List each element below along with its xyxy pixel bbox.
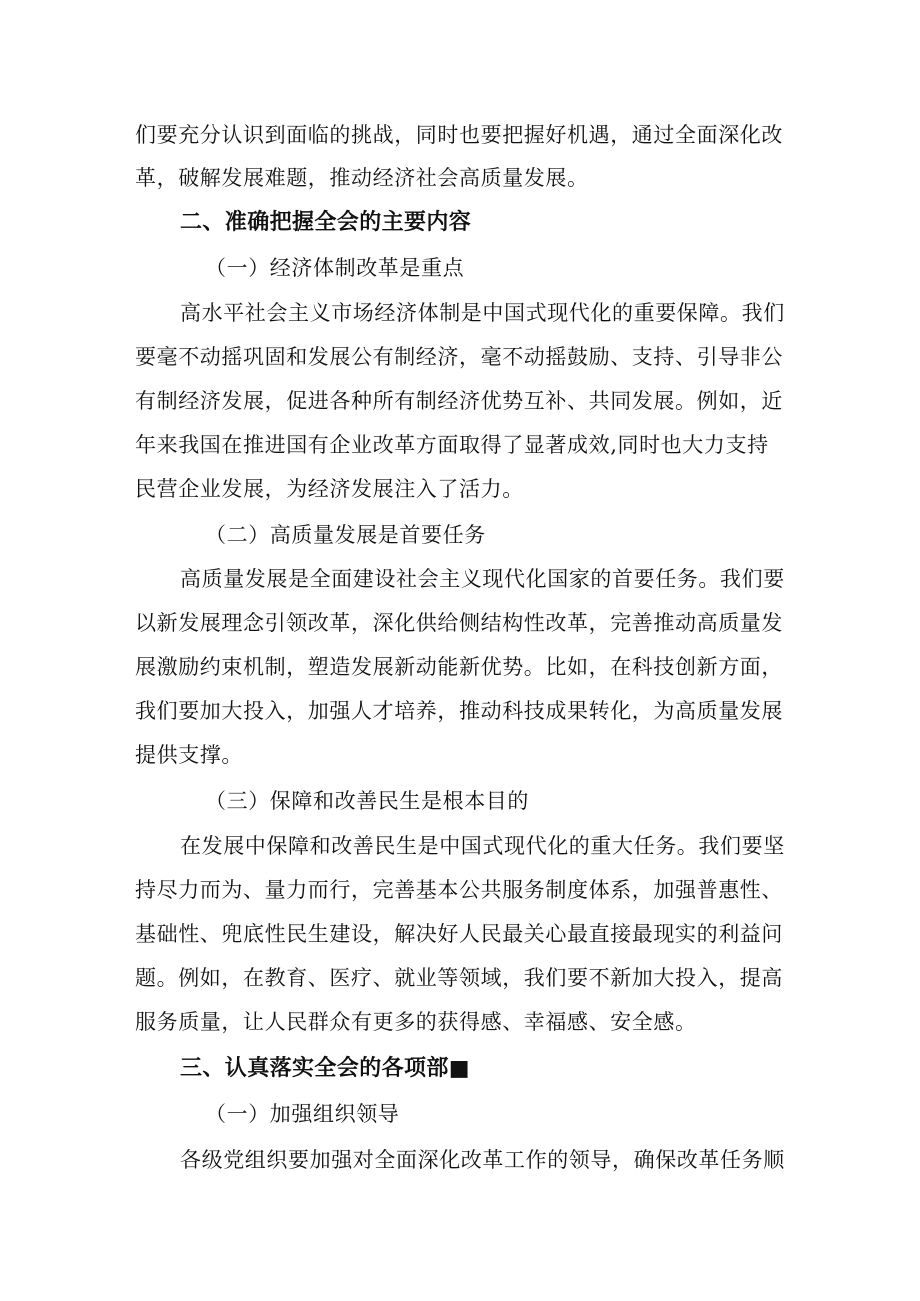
- paragraph-line: 题。例如，在教育、医疗、就业等领域，我们要不新加大投入，提高: [135, 966, 783, 990]
- paragraph-line: 年来我国在推进国有企业改革方面取得了显著成效,同时也大力支持: [135, 433, 769, 457]
- paragraph-line: 民营企业发展，为经济发展注入了活力。: [135, 477, 524, 501]
- subsection-heading: （一）经济体制改革是重点: [205, 256, 465, 280]
- paragraph-line: 革，破解发展难题，推动经济社会高质量发展。: [135, 166, 589, 190]
- paragraph-line: 持尽力而为、量力而行，完善基本公共服务制度体系，加强普惠性、: [135, 878, 783, 902]
- section-heading: 二、准确把握全会的主要内容: [180, 210, 472, 235]
- section-heading: 三、认真落实全会的各项部■: [180, 1056, 470, 1081]
- paragraph-line: 服务质量，让人民群众有更多的获得感、幸福感、安全感。: [135, 1010, 697, 1034]
- paragraph-line: 要毫不动摇巩固和发展公有制经济，毫不动摇鼓励、支持、引导非公: [135, 345, 783, 369]
- paragraph-line: 以新发展理念引领改革，深化供给侧结构性改革，完善推动高质量发: [135, 611, 783, 635]
- paragraph-line: 高质量发展是全面建设社会主义现代化国家的首要任务。我们要: [180, 567, 785, 591]
- subsection-heading: （一）加强组织领导: [205, 1102, 400, 1126]
- paragraph-line: 各级党组织要加强对全面深化改革工作的领导，确保改革任务顺: [180, 1148, 785, 1172]
- paragraph-line: 基础性、兜底性民生建设，解决好人民最关心最直接最现实的利益问: [135, 922, 783, 946]
- subsection-heading: （二）高质量发展是首要任务: [205, 523, 486, 547]
- subsection-heading: （三）保障和改善民生是根本目的: [205, 789, 529, 813]
- paragraph-line: 我们要加大投入，加强人才培养，推动科技成果转化，为高质量发展: [135, 699, 783, 723]
- paragraph-line: 展激励约束机制，塑造发展新动能新优势。比如，在科技创新方面，: [135, 655, 783, 679]
- paragraph-line: 高水平社会主义市场经济体制是中国式现代化的重要保障。我们: [180, 301, 785, 325]
- paragraph-line: 在发展中保障和改善民生是中国式现代化的重大任务。我们要坚: [180, 834, 785, 858]
- paragraph-line: 提供支撑。: [135, 743, 243, 767]
- paragraph-line: 们要充分认识到面临的挑战，同时也要把握好机遇，通过全面深化改: [135, 123, 783, 147]
- paragraph-line: 有制经济发展，促进各种所有制经济优势互补、共同发展。例如，近: [135, 389, 783, 413]
